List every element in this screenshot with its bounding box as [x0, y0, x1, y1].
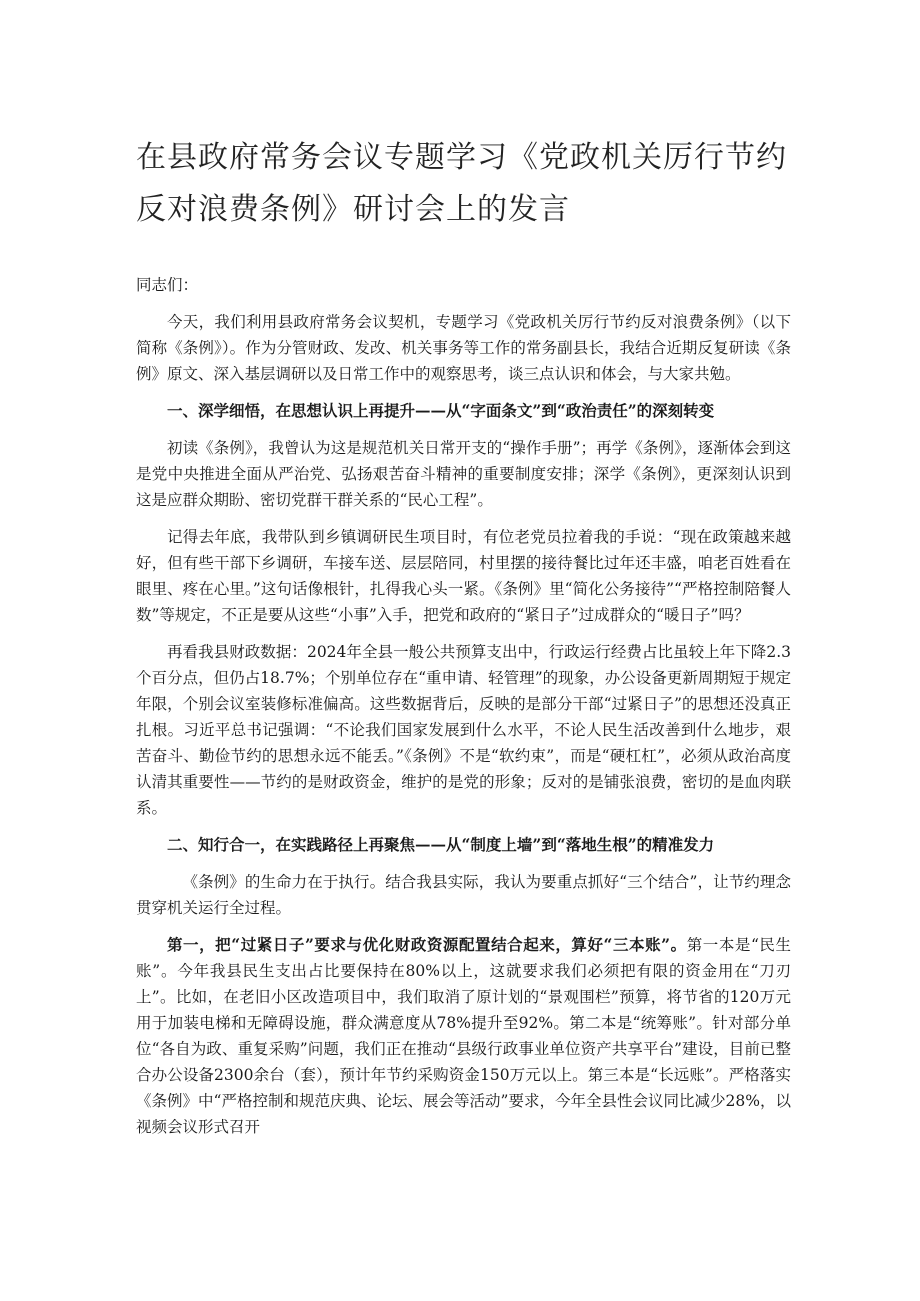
salutation: 同志们： — [136, 276, 199, 294]
section-1-paragraph-3: 再看我县财政数据：2024年全县一般公共预算支出中，行政运行经费占比虽较上年下降2.3个百分点，但仍占18.7%；个别单位存在“重申请、轻管理”的现象，办公设备更新周期短于规定年限，个别会议室装修标准偏高。这些数据背后，反映的是部分干部“过紧日子”的思想还没真正扎根。习近平总书记强调：“不论我们国家发展到什么水平，不论人民生活改善到什么地步，艰苦奋斗、勤俭节约的思想永远不能丢。”《条例》不是“软约束”，而是“硬杠杠”，必须从政治高度认清其重要性——节约的是财政资金，维护的是党的形象；反对的是铺张浪费，密切的是血肉联系。 — [136, 643, 791, 817]
section-2-paragraph-1: 《条例》的生命力在于执行。结合我县实际，我认为要重点抓好“三个结合”，让节约理念贯穿机关运行全过程。 — [136, 873, 791, 917]
section-1-heading: 一、深学细悟，在思想认识上再提升——从“字面条文”到“政治责任”的深刻转变 — [167, 401, 715, 420]
section-2-paragraph-2-rest: 第一本是“民生账”。今年我县民生支出占比要保持在80%以上，这就要求我们必须把有限的资金用在“刀刃上”。比如，在老旧小区改造项目中，我们取消了原计划的“景观围栏”预算，将节省的120万元用于加装电梯和无障碍设施，群众满意度从78%提升至92%。第二本是“统筹账”。针对部分单位“各自为政、重复采购”问题，我们正在推动“县级行政事业单位资产共享平台”建设，目前已整合办公设备2300余台（套），预计年节约采购资金150万元以上。第三本是“长远账”。严格落实《条例》中“严格控制和规范庆典、论坛、展会等活动”要求，今年全县性会议同比减少28%，以视频会议形式召开 — [136, 936, 791, 1136]
section-1-paragraph-1: 初读《条例》，我曾认为这是规范机关日常开支的“操作手册”；再学《条例》，逐渐体会到这是党中央推进全面从严治党、弘扬艰苦奋斗精神的重要制度安排；深学《条例》，更深刻认识到这是应群众期盼、密切党群干群关系的“民心工程”。 — [136, 439, 791, 509]
section-1-paragraph-2: 记得去年底，我带队到乡镇调研民生项目时，有位老党员拉着我的手说：“现在政策越来越好，但有些干部下乡调研，车接车送、层层陪同，村里摆的接待餐比过年还丰盛，咱老百姓看在眼里、疼在心里。”这句话像根针，扎得我心头一紧。《条例》里“简化公务接待”“严格控制陪餐人数”等规定，不正是要从这些“小事”入手，把党和政府的“紧日子”过成群众的“暖日子”吗？ — [136, 528, 791, 624]
section-2-paragraph-2 — [136, 932, 791, 1140]
document-title: 在县政府常务会议专题学习《党政机关厉行节约反对浪费条例》研讨会上的发言 — [136, 140, 787, 227]
section-2-heading: 二、知行合一，在实践路径上再聚焦——从“制度上墙”到“落地生根”的精准发力 — [167, 835, 715, 854]
section-2-paragraph-2-lead: 第一，把“过紧日子”要求与优化财政资源配置结合起来，算好“三本账”。 — [167, 935, 687, 954]
document-body — [136, 272, 791, 1151]
intro-paragraph: 今天，我们利用县政府常务会议契机，专题学习《党政机关厉行节约反对浪费条例》（以下简称《条例》）。作为分管财政、发改、机关事务等工作的常务副县长，我结合近期反复研读《条例》原文、深入基层调研以及日常工作中的观察思考，谈三点认识和体会，与大家共勉。 — [136, 313, 791, 383]
